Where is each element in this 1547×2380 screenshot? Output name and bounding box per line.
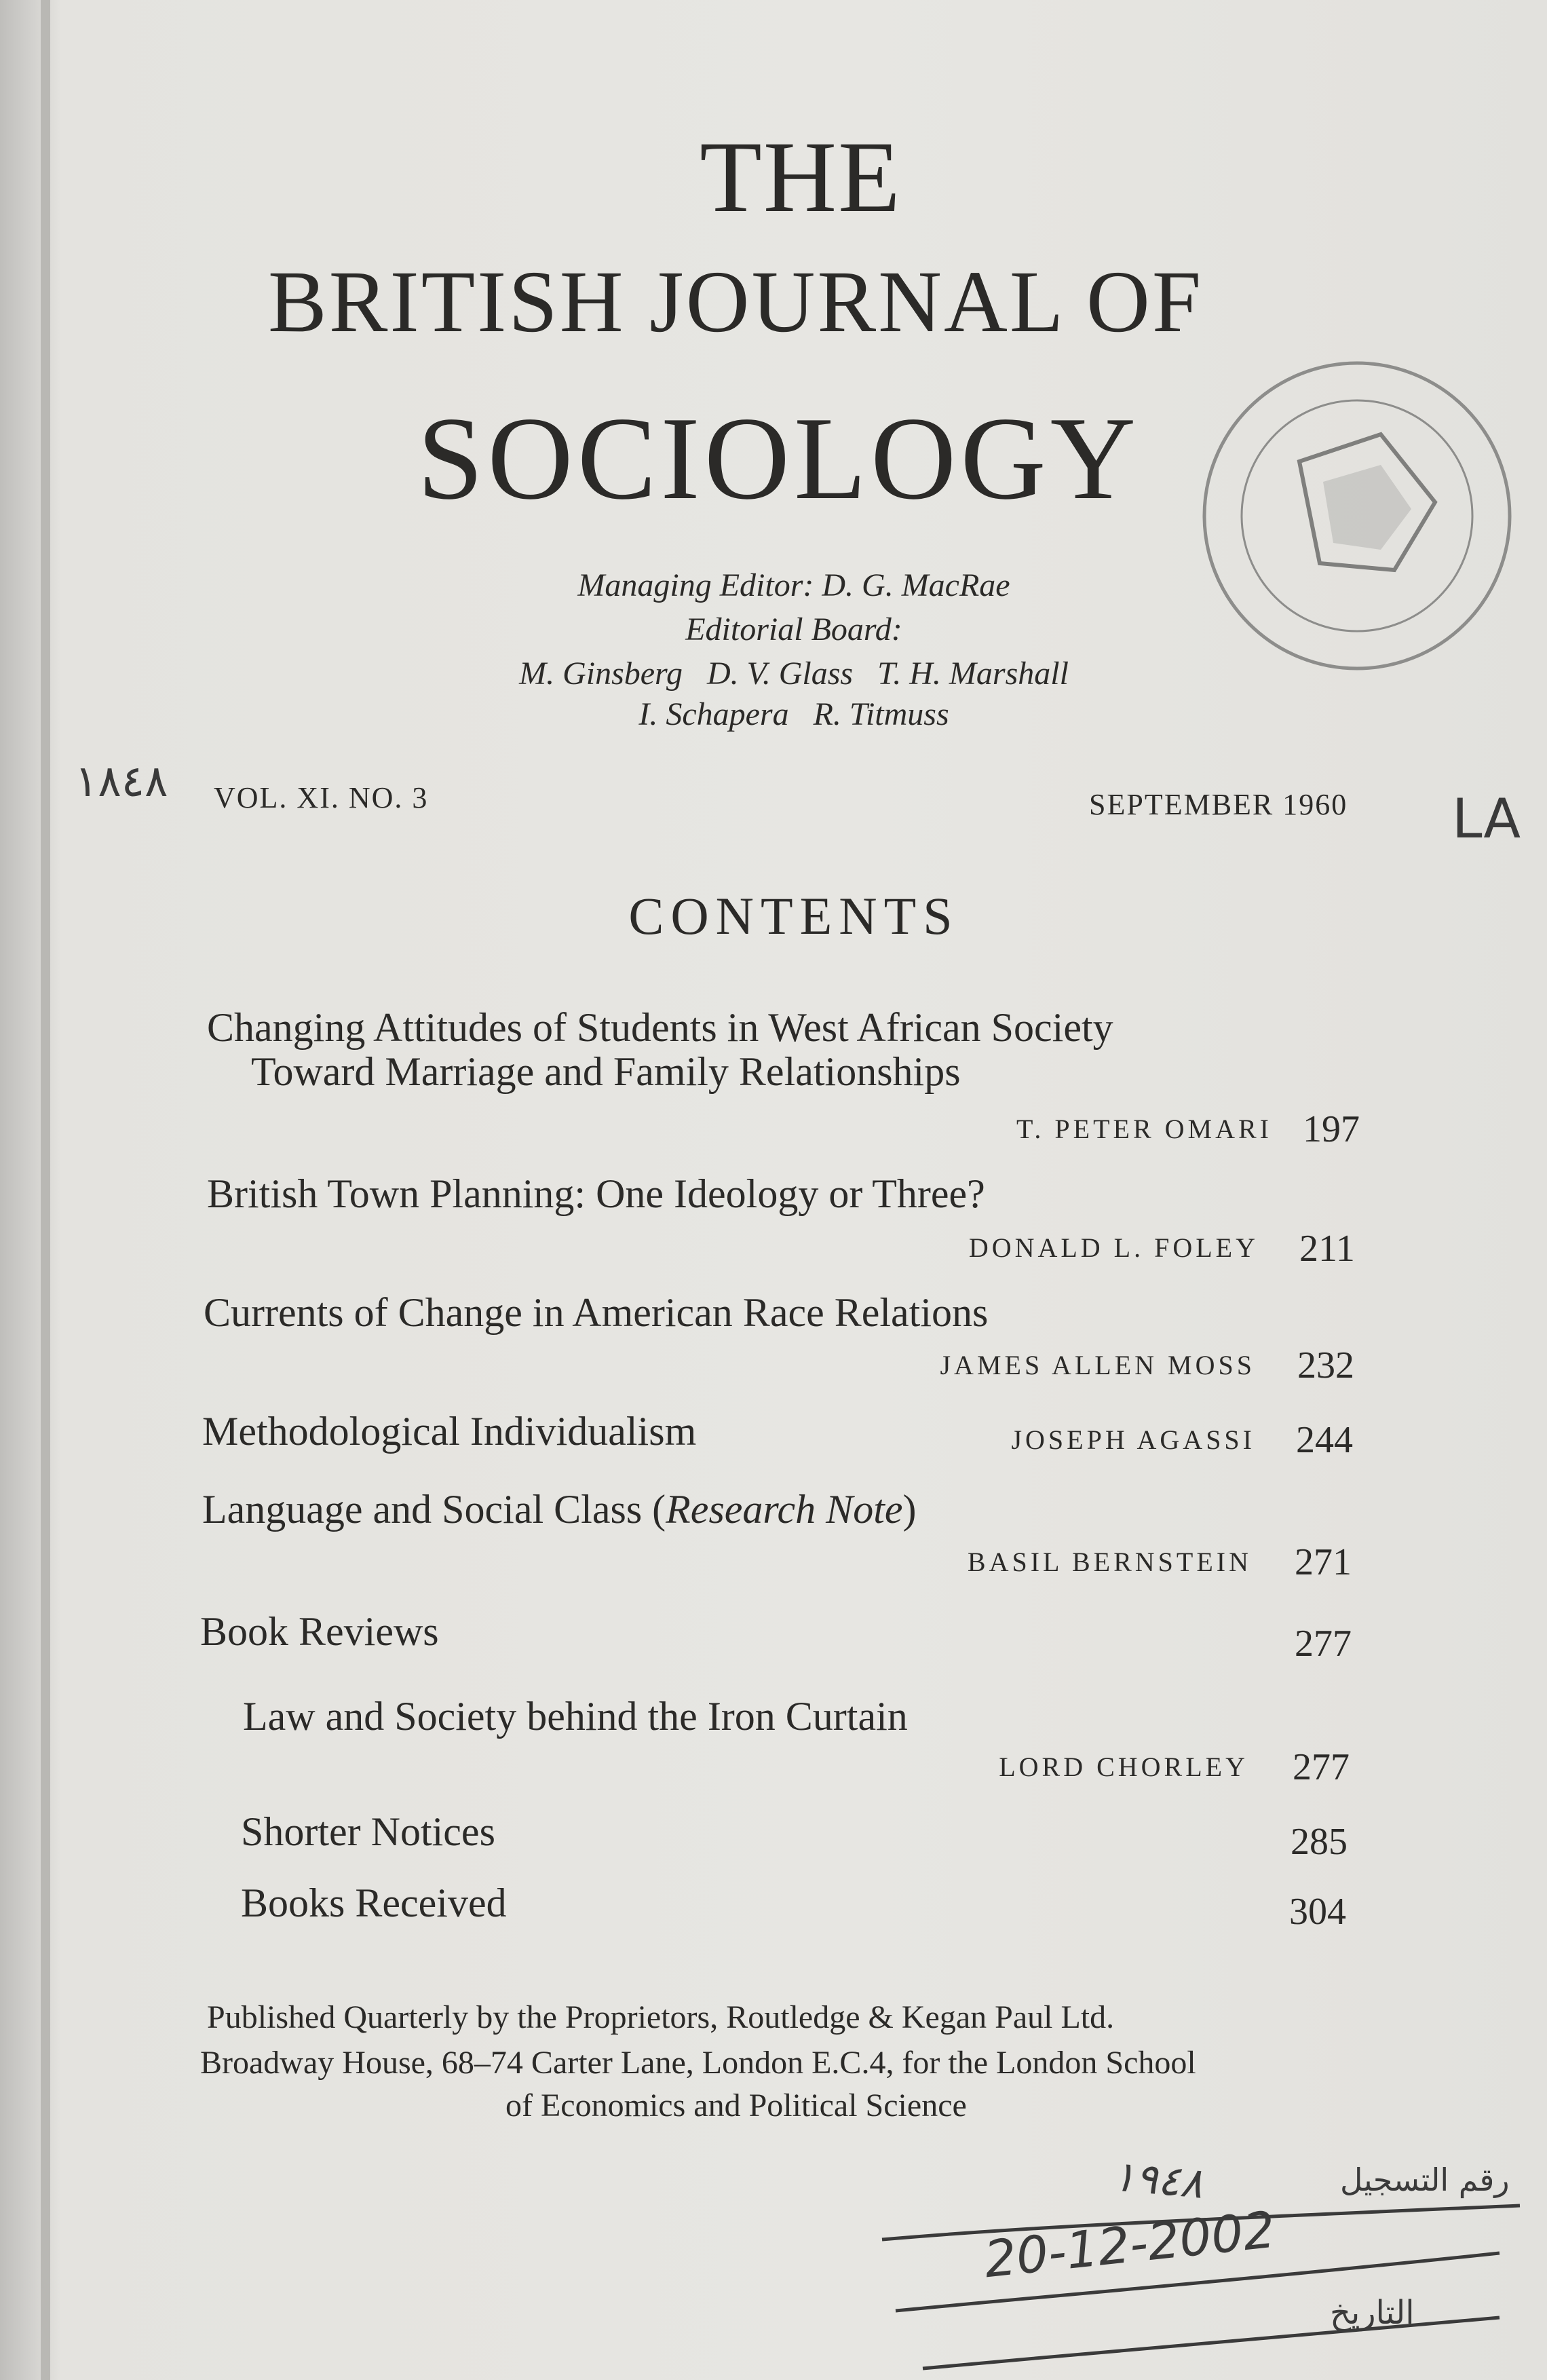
title-sociology: SOCIOLOGY <box>417 392 1141 524</box>
toc-title-2: British Town Planning: One Ideology or Three? <box>207 1171 985 1216</box>
toc-author-7: LORD CHORLEY <box>999 1752 1248 1782</box>
toc-title-8: Shorter Notices <box>241 1809 495 1854</box>
editorial-board-line1: M. Ginsberg D. V. Glass T. H. Marshall <box>519 656 1069 692</box>
toc-title-9: Books Received <box>241 1881 507 1925</box>
handwritten-underlines <box>868 2199 1547 2375</box>
volume-number: VOL. XI. NO. 3 <box>214 781 429 814</box>
toc-title-4: Methodological Individualism <box>202 1409 697 1454</box>
footer-line3: of Economics and Political Science <box>505 2088 967 2123</box>
toc-title-5-end: ) <box>902 1487 917 1532</box>
handwritten-left-number: ١٨٤٨ <box>75 757 168 807</box>
toc-page-1: 197 <box>1303 1108 1360 1150</box>
toc-page-9: 304 <box>1289 1891 1346 1933</box>
footer-line1: Published Quarterly by the Proprietors, Routledge & Kegan Paul Ltd. <box>207 1999 1115 2035</box>
stamp-label-registration: رقم التسجيل <box>1340 2161 1510 2198</box>
toc-title-1: Changing Attitudes of Students in West African Society <box>207 1005 1113 1050</box>
handwritten-registration-number: ١٩٤٨ <box>1111 2151 1206 2208</box>
managing-editor: Managing Editor: D. G. MacRae <box>577 567 1010 603</box>
issue-date: SEPTEMBER 1960 <box>1089 788 1348 821</box>
toc-title-5-italic: Research Note <box>666 1487 903 1532</box>
editorial-board-line2: I. Schapera R. Titmuss <box>638 696 949 732</box>
handwritten-right-mark: LA <box>1452 787 1521 850</box>
contents-heading: CONTENTS <box>628 886 959 945</box>
toc-page-3: 232 <box>1297 1344 1354 1386</box>
toc-title-3: Currents of Change in American Race Relations <box>204 1290 989 1335</box>
toc-author-1: T. PETER OMARI <box>1016 1114 1272 1144</box>
footer-line2: Broadway House, 68–74 Carter Lane, London E.C.4, for the London School <box>200 2045 1196 2081</box>
toc-page-8: 285 <box>1291 1821 1348 1863</box>
toc-author-3: JAMES ALLEN MOSS <box>940 1350 1255 1380</box>
stamp-label-date: التاريخ <box>1330 2294 1415 2332</box>
toc-title-6: Book Reviews <box>200 1609 439 1654</box>
title-the: THE <box>700 121 902 233</box>
binding-edge <box>41 0 50 2380</box>
toc-title-1-cont: Toward Marriage and Family Relationships <box>251 1049 961 1094</box>
toc-page-2: 211 <box>1299 1228 1355 1270</box>
editorial-board-label: Editorial Board: <box>685 611 902 647</box>
toc-author-4: JOSEPH AGASSI <box>1011 1424 1255 1455</box>
toc-page-7: 277 <box>1293 1746 1350 1788</box>
toc-author-2: DONALD L. FOLEY <box>968 1232 1259 1263</box>
title-british-journal-of: BRITISH JOURNAL OF <box>268 253 1204 351</box>
toc-title-7: Law and Society behind the Iron Curtain <box>243 1694 908 1739</box>
toc-title-5-main: Language and Social Class ( <box>202 1487 666 1532</box>
handwritten-date: 20-12-2002 <box>981 2200 1278 2290</box>
toc-title-5 <box>202 1486 916 1533</box>
toc-page-4: 244 <box>1296 1419 1353 1461</box>
toc-author-5: BASIL BERNSTEIN <box>967 1547 1252 1577</box>
toc-page-5: 271 <box>1295 1541 1352 1583</box>
toc-page-6: 277 <box>1295 1623 1352 1665</box>
